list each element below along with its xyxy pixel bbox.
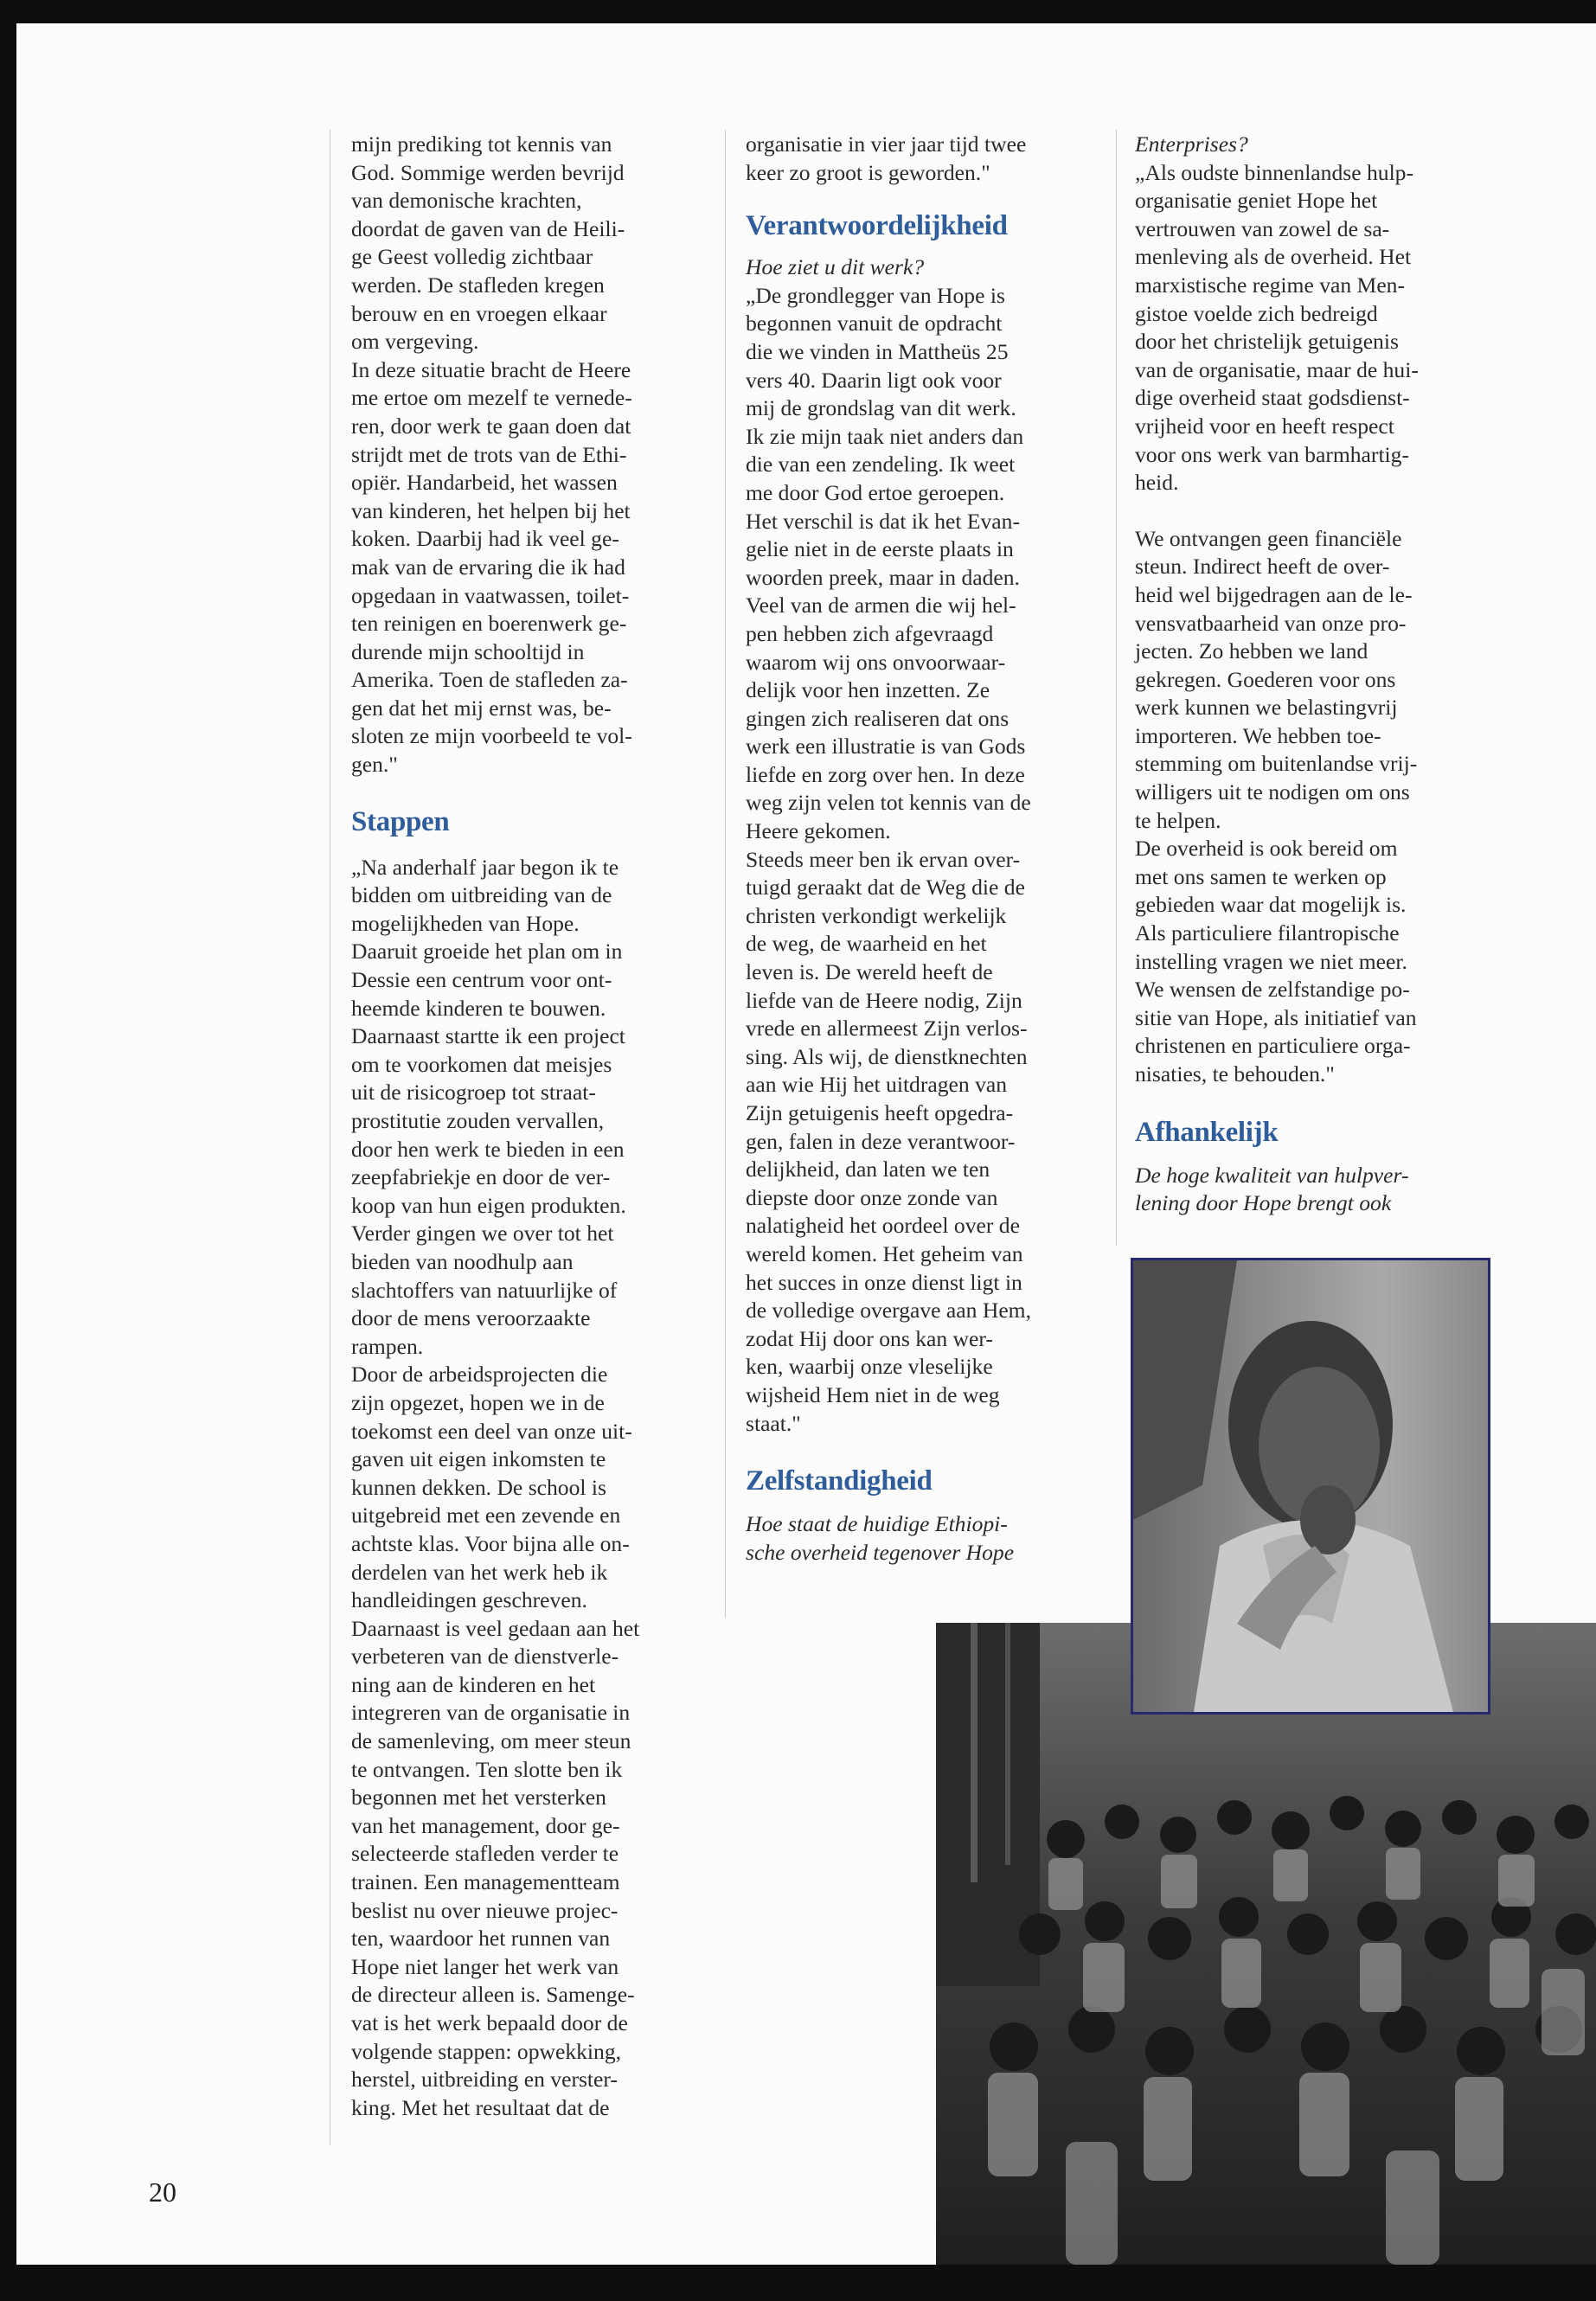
text-line: willigers uit te nodigen om ons [1135,779,1410,805]
text-line: delijk voor hen inzetten. Ze [746,677,990,703]
text-line: wijsheid Hem niet in de weg [746,1381,1000,1407]
text-line: koken. Daarbij had ik veel ge- [351,526,619,552]
heading-stappen: Stappen [351,805,450,837]
text-line: slachtoffers van natuurlijke of [351,1277,618,1303]
text-line: die van een zendeling. Ik weet [746,452,1016,478]
text-line: begonnen met het versterken [351,1785,606,1811]
text-line: Hoe staat de huidige Ethiopi- [746,1511,1008,1537]
text-line: begonnen vanuit de opdracht [746,311,1003,336]
text-line: mij de grondslag van dit werk. [746,395,1016,421]
text-line: Daarnaast startte ik een project [351,1023,625,1049]
column-rule-2 [725,130,726,1618]
text-line: Amerika. Toen de stafleden za- [351,667,628,693]
text-line: mijn prediking tot kennis van [351,131,612,157]
text-line: In deze situatie bracht de Heere [351,356,631,382]
text-line: God. Sommige werden bevrijd [351,159,625,185]
text-line: de samenleving, om meer steun [351,1728,631,1754]
text-line: mak van de ervaring die ik had [351,554,625,580]
text-line: Verder gingen we over tot het [351,1221,614,1247]
heading-afhankelijk: Afhankelijk [1135,1116,1279,1148]
text-line: van het management, door ge- [351,1812,620,1838]
text-line: strijdt met de trots van de Ethi- [351,441,627,467]
text-line: Als particuliere filantropische [1135,920,1400,946]
text-line: Daaruit groeide het plan om in [351,939,623,965]
column-rule-3 [1116,130,1117,1246]
text-line: bidden om uitbreiding van de [351,882,612,908]
text-line: lening door Hope brengt ook [1135,1190,1392,1216]
col1-paragraph-a [351,131,715,779]
text-line: van de organisatie, maar de hui- [1135,356,1419,382]
text-line: De hoge kwaliteit van hulpver- [1135,1162,1409,1188]
text-line: voor ons werk van barmhartig- [1135,441,1409,467]
text-line: sche overheid tegenover Hope [746,1539,1015,1565]
text-line: aan wie Hij het uitdragen van [746,1072,1008,1098]
text-line: weg zijn velen tot kennis van de [746,790,1031,816]
text-line: van kinderen, het helpen bij het [351,497,631,523]
photo-crowd [936,1623,1596,2265]
question-hoe-ziet-u-dit-werk: Hoe ziet u dit werk? [746,254,925,280]
text-line: vensvatbaarheid van onze pro- [1135,610,1407,636]
text-line: volgende stappen: opwekking, [351,2038,622,2064]
crowd-photo-illustration [936,1623,1596,2265]
text-line: koop van hun eigen produkten. [351,1192,626,1218]
text-line: Veel van de armen die wij hel- [746,593,1016,619]
text-line: instelling vragen we niet meer. [1135,948,1407,974]
text-line: staat." [746,1410,801,1436]
text-line: me door God ertoe geroepen. [746,479,1005,505]
text-line: gistoe voelde zich bedreigd [1135,300,1378,326]
text-line: liefde en zorg over hen. In deze [746,761,1025,787]
text-line: king. Met het resultaat dat de [351,2094,610,2120]
text-line: „Na anderhalf jaar begon ik te [351,854,619,880]
text-line: van demonische krachten, [351,188,582,214]
text-line: beslist nu over nieuwe projec- [351,1897,619,1923]
text-line: delijkheid, dan laten we ten [746,1157,990,1183]
text-line: heemde kinderen te bouwen. [351,995,606,1021]
text-line: ken, waarbij onze vleselijke [746,1354,993,1380]
text-line: importeren. We hebben toe- [1135,722,1381,748]
text-line: toekomst een deel van onze uit- [351,1418,632,1444]
text-line: berouw en en vroegen elkaar [351,300,607,326]
text-line: pen hebben zich afgevraagd [746,620,994,646]
text-line: gelie niet in de eerste plaats in [746,536,1014,562]
text-line: vat is het werk bepaald door de [351,2010,628,2035]
text-line: vrede en allermeest Zijn verlos- [746,1016,1028,1042]
text-line: gen dat het mij ernst was, be- [351,695,612,721]
text-line: organisatie geniet Hope het [1135,188,1378,214]
text-line: woorden preek, maar in daden. [746,564,1020,590]
text-line: ten reinigen en boerenwerk ge- [351,611,627,637]
text-line: uitgebreid met een zevende en [351,1503,621,1529]
text-line: Zijn getuigenis heeft opgedra- [746,1100,1014,1125]
text-line: selecteerde stafleden verder te [351,1841,619,1867]
text-line: We ontvangen geen financiële [1135,525,1402,551]
page-number: 20 [149,2176,176,2208]
text-line: keer zo groot is geworden." [746,159,990,185]
heading-verantwoordelijkheid: Verantwoordelijkheid [746,210,1008,242]
text-line: menleving als de overheid. Het [1135,244,1412,270]
text-line: ge Geest volledig zichtbaar [351,244,593,270]
col3-paragraph-b [1135,525,1498,1089]
text-line: organisatie in vier jaar tijd twee [746,131,1027,157]
text-line: gebieden waar dat mogelijk is. [1135,892,1407,918]
text-line: heid. [1135,470,1179,496]
text-line: zeepfabriekje en door de ver- [351,1164,611,1190]
text-line: ning aan de kinderen en het [351,1671,596,1697]
text-line: Steeds meer ben ik ervan over- [746,846,1021,872]
text-line: christenen en particuliere orga- [1135,1033,1411,1059]
text-line: rampen. [351,1333,424,1359]
text-line: De overheid is ook bereid om [1135,836,1398,862]
text-line: door het christelijk getuigenis [1135,329,1399,355]
text-line: nisaties, te behouden." [1135,1061,1335,1086]
text-line: opgedaan in vaatwassen, toilet- [351,582,630,608]
text-line: vertrouwen van zowel de sa- [1135,215,1390,241]
paragraph-gap [1135,497,1498,525]
text-line: steun. Indirect heeft de over- [1135,554,1390,580]
text-line: waarom wij ons onvoorwaar- [746,649,1006,675]
text-line: nalatigheid het oordeel over de [746,1213,1020,1239]
text-line: liefde van de Heere nodig, Zijn [746,987,1022,1013]
text-line: christen verkondigt werkelijk [746,902,1007,928]
scan-edge-top [0,0,1596,23]
text-line: te helpen. [1135,807,1221,833]
text-line: door de mens veroorzaakte [351,1305,591,1331]
text-line: sitie van Hope, als initiatief van [1135,1004,1417,1030]
text-line: gingen zich realiseren dat ons [746,705,1010,731]
text-line: die we vinden in Mattheüs 25 [746,338,1009,364]
text-line: opiër. Handarbeid, het wassen [351,470,618,496]
text-line: jecten. Zo hebben we land [1135,638,1368,664]
text-line: me ertoe om mezelf te vernede- [351,385,632,411]
text-line: Hope niet langer het werk van [351,1953,619,1979]
text-line: leven is. De wereld heeft de [746,959,993,985]
text-line: stemming om buitenlandse vrij- [1135,751,1418,777]
text-line: doordat de gaven van de Heili- [351,215,625,241]
text-line: We wensen de zelfstandige po- [1135,977,1410,1003]
text-line: door hen werk te bieden in een [351,1136,625,1162]
text-line: de weg, de waarheid en het [746,931,987,957]
text-line: te ontvangen. Ten slotte ben ik [351,1756,623,1782]
text-line: trainen. Een managementteam [351,1869,620,1895]
text-line: om vergeving. [351,329,479,355]
text-line: bieden van noodhulp aan [351,1248,574,1274]
text-line: handleidingen geschreven. [351,1587,587,1613]
text-line: werden. De stafleden kregen [351,272,605,298]
text-line: ren, door werk te gaan doen dat [351,413,631,439]
text-line: Het verschil is dat ik het Evan- [746,508,1020,534]
text-line: „De grondlegger van Hope is [746,282,1005,308]
text-line: om te voorkomen dat meisjes [351,1051,612,1077]
text-line: vers 40. Daarin ligt ook voor [746,367,1002,393]
text-line: dige overheid staat godsdienst- [1135,385,1410,411]
text-line: gen, falen in deze verantwoor- [746,1128,1016,1154]
text-line: integreren van de organisatie in [351,1700,631,1726]
heading-zelfstandigheid: Zelfstandigheid [746,1465,933,1497]
text-line: wereld komen. Het geheim van [746,1240,1023,1266]
text-line: achtste klas. Voor bijna alle on- [351,1530,630,1556]
text-line: uit de risicogroep tot straat- [351,1080,596,1106]
text-line: werk een illustratie is van Gods [746,734,1026,760]
text-line: diepste door onze zonde van [746,1184,998,1210]
text-line: ten, waardoor het runnen van [351,1926,611,1952]
text-line: de volledige overgave aan Hem, [746,1298,1031,1324]
question-hoge-kwaliteit [1135,1162,1498,1218]
text-line: herstel, uitbreiding en verster- [351,2067,618,2093]
text-line: Heere gekomen. [746,818,891,844]
portrait-photo-illustration [1133,1260,1488,1712]
text-line: Daarnaast is veel gedaan aan het [351,1615,640,1641]
column-1 [351,131,715,2122]
text-line: „Als oudste binnenlandse hulp- [1135,159,1413,185]
col3-paragraph-a [1135,159,1498,497]
question-continuation: Enterprises? [1135,131,1248,157]
text-line: tuigd geraakt dat de Weg die de [746,875,1025,901]
text-line: zijn opgezet, hopen we in de [351,1389,605,1415]
text-line: gekregen. Goederen voor ons [1135,666,1396,692]
text-line: sing. Als wij, de dienstknechten [746,1043,1028,1069]
text-line: marxistische regime van Men- [1135,272,1405,298]
text-line: het succes in onze dienst ligt in [746,1269,1022,1295]
col2-paragraph-b [746,282,1109,1438]
text-line: gen." [351,752,398,778]
text-line: Dessie een centrum voor ont- [351,967,612,993]
text-line: prostitutie zouden vervallen, [351,1108,605,1133]
text-line: verbeteren van de dienstverle- [351,1644,619,1670]
scan-edge-bottom [0,2265,1596,2301]
text-line: kunnen dekken. De school is [351,1474,606,1500]
text-line: de directeur alleen is. Samenge- [351,1982,635,2008]
scan-edge-left [0,0,16,2301]
text-line: Door de arbeidsprojecten die [351,1362,608,1388]
text-line: werk kunnen we belastingvrij [1135,695,1398,721]
photo-portrait [1131,1258,1490,1715]
text-line: mogelijkheden van Hope. [351,910,580,936]
text-line: Ik zie mijn taak niet anders dan [746,423,1024,449]
text-line: vrijheid voor en heeft respect [1135,413,1394,439]
col1-paragraph-b [351,854,715,2123]
column-2 [746,131,1109,1567]
text-line: sloten ze mijn voorbeeld te vol- [351,723,632,749]
question-ethiopische-overheid [746,1510,1109,1567]
text-line: heid wel bijgedragen aan de le- [1135,581,1413,607]
text-line: met ons samen te werken op [1135,863,1387,889]
text-line: derdelen van het werk heb ik [351,1559,608,1585]
text-line: zodat Hij door ons kan wer- [746,1325,993,1351]
text-line: durende mijn schooltijd in [351,638,585,664]
column-3 [1135,131,1498,1218]
text-line: gaven uit eigen inkomsten te [351,1446,606,1472]
